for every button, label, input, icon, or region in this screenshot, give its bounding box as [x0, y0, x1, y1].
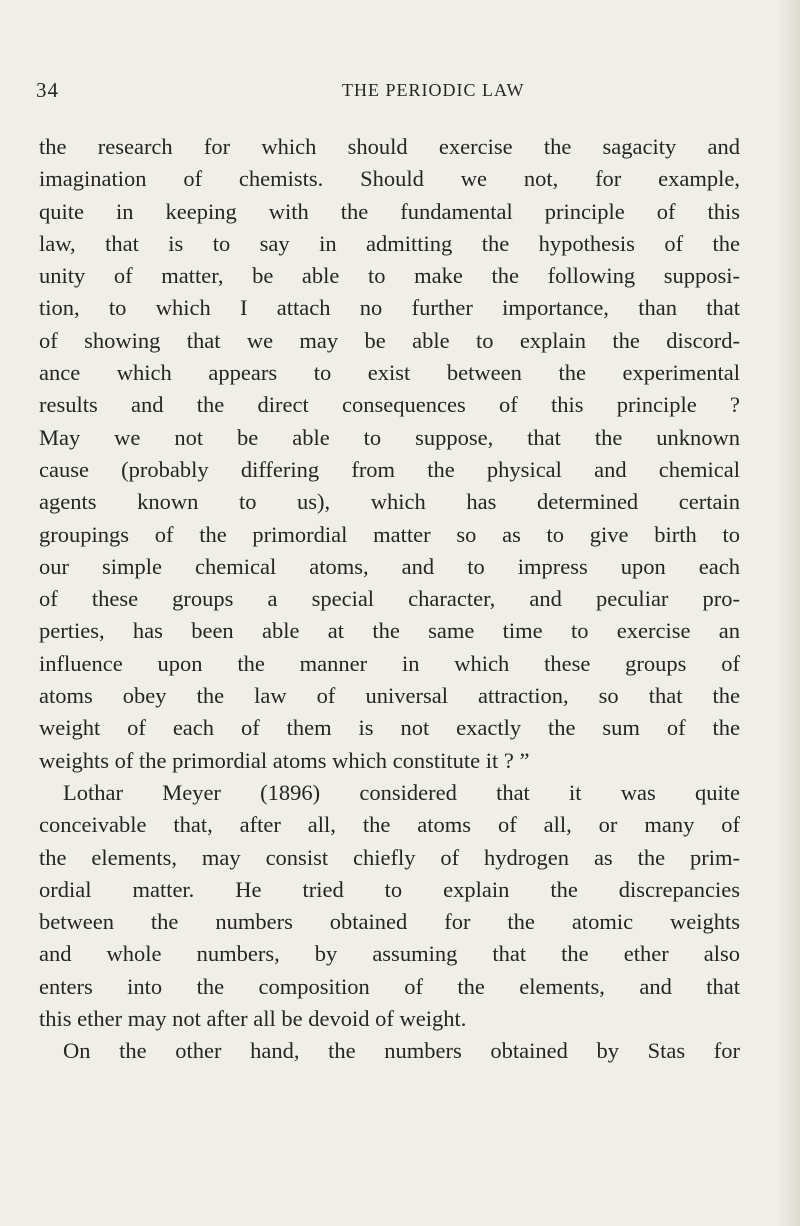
text-line: influence upon the manner in which these groups of	[39, 650, 740, 676]
text-line: weight of each of them is not exactly the sum of the	[39, 715, 740, 741]
page-header	[36, 78, 716, 104]
text-line: between the numbers obtained for the atomic weights	[39, 909, 740, 935]
text-line: atoms obey the law of universal attraction, so that the	[39, 683, 740, 709]
text-line: perties, has been able at the same time to exercise an	[39, 618, 740, 644]
text-line: imagination of chemists. Should we not, for example,	[39, 166, 740, 192]
text-line: ance which appears to exist between the experimental	[39, 360, 740, 386]
text-line: May we not be able to suppose, that the unknown	[39, 424, 740, 450]
text-line: results and the direct consequences of this principle ?	[39, 392, 740, 418]
text-line: tion, to which I attach no further importance, than that	[39, 295, 740, 321]
text-line: law, that is to say in admitting the hypothesis of the	[39, 230, 740, 256]
text-line: our simple chemical atoms, and to impress upon each	[39, 553, 740, 579]
text-line: groupings of the primordial matter so as to give birth to	[39, 521, 740, 547]
text-line: agents known to us), which has determined certain	[39, 489, 740, 515]
text-line: On the other hand, the numbers obtained by Stas for	[63, 1038, 740, 1064]
body-text	[39, 131, 740, 1068]
page-number: 34	[36, 78, 59, 102]
text-line: conceivable that, after all, the atoms of all, or many of	[39, 812, 740, 838]
running-head: THE PERIODIC LAW	[342, 80, 525, 100]
text-line: the elements, may consist chiefly of hydrogen as the prim-	[39, 844, 740, 870]
text-line: of these groups a special character, and peculiar pro-	[39, 586, 740, 612]
text-line: enters into the composition of the elements, and that	[39, 973, 740, 999]
text-line: this ether may not after all be devoid of weight.	[39, 1006, 467, 1032]
text-line: Lothar Meyer (1896) considered that it was quite	[63, 779, 740, 805]
text-line: quite in keeping with the fundamental principle of this	[39, 198, 740, 224]
text-line: ordial matter. He tried to explain the discrepancies	[39, 876, 740, 902]
text-line: unity of matter, be able to make the following supposi-	[39, 263, 740, 289]
page-edge-shadow	[778, 0, 800, 1226]
text-line: the research for which should exercise the sagacity and	[39, 134, 740, 159]
text-line: weights of the primordial atoms which constitute it ? ”	[39, 747, 530, 773]
text-line: of showing that we may be able to explain the discord-	[39, 327, 740, 353]
text-line: and whole numbers, by assuming that the ether also	[39, 941, 740, 967]
text-line: cause (probably differing from the physical and chemical	[39, 456, 740, 482]
